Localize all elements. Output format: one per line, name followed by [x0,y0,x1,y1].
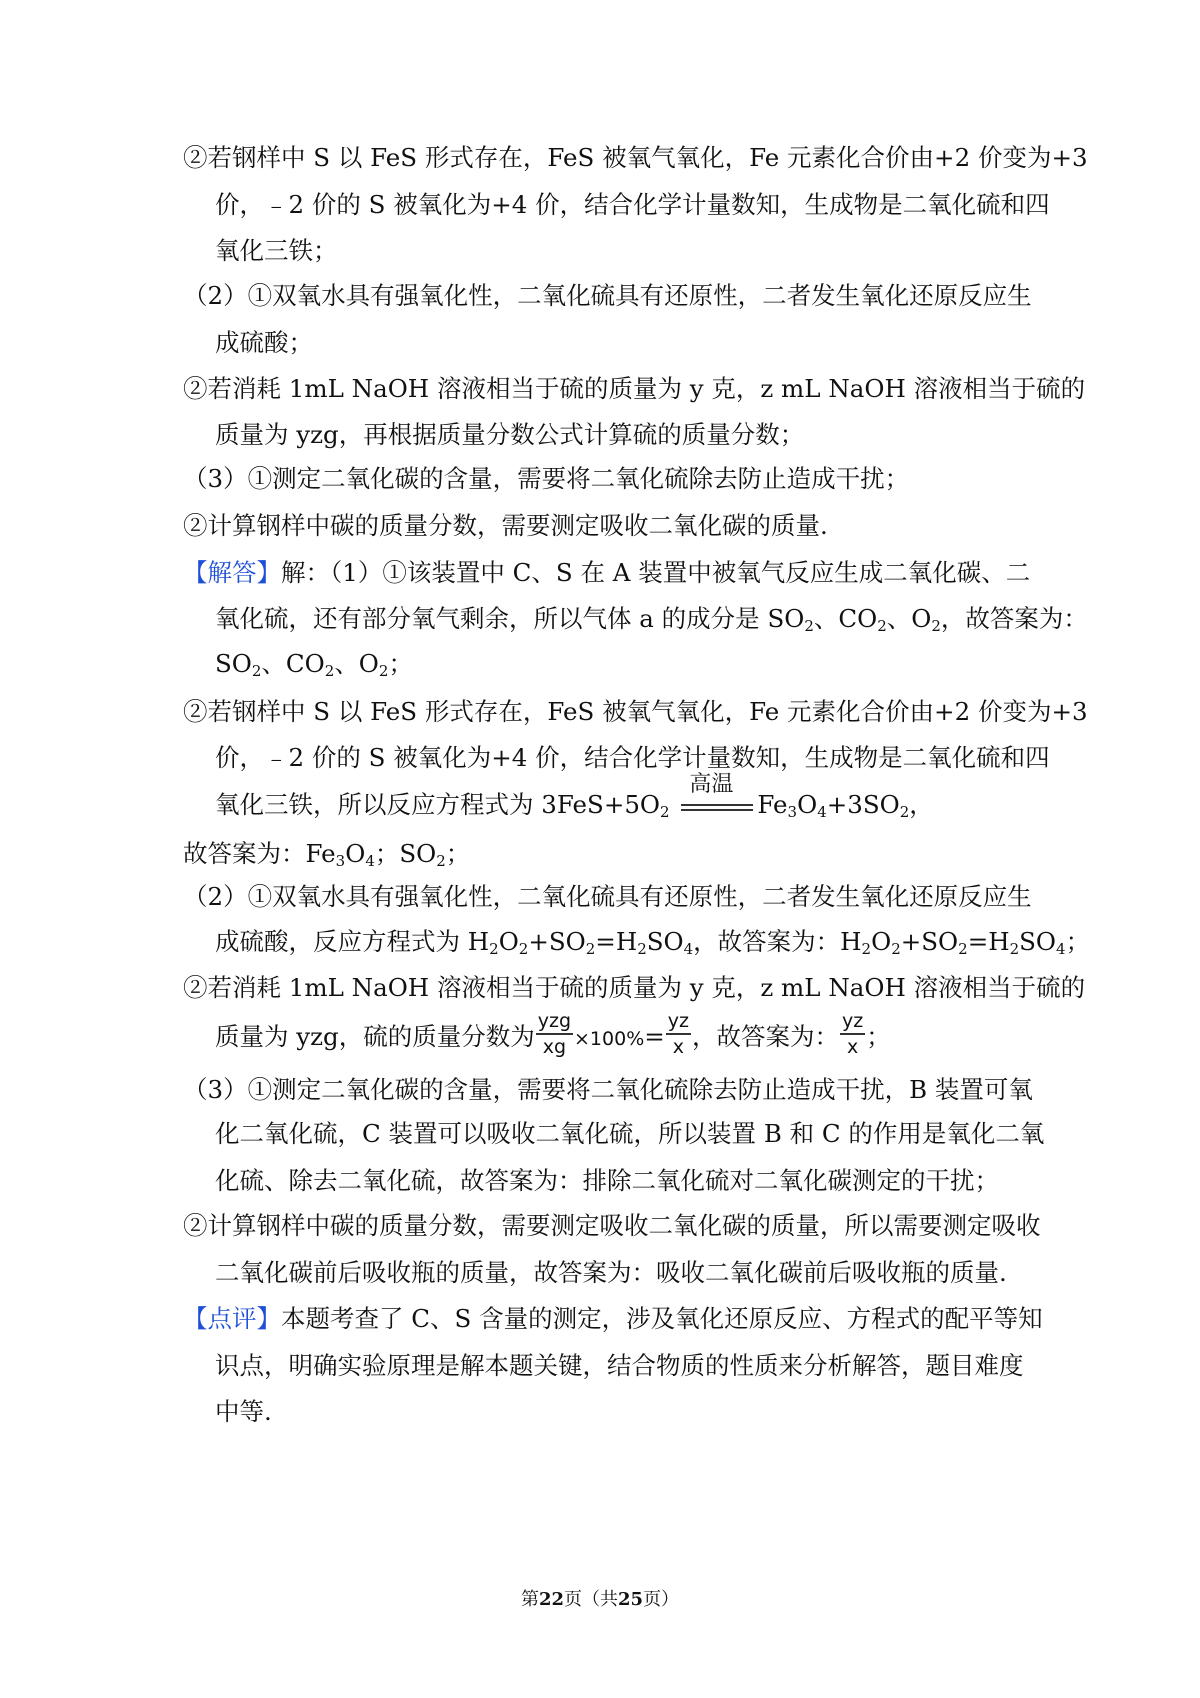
answer-line: ②计算钢样中碳的质量分数，需要测定吸收二氧化碳的质量，所以需要测定吸收 [183,1211,1041,1240]
answer-line: 化二氧化硫，C 装置可以吸收二氧化硫，所以装置 B 和 C 的作用是氧化二氧 [215,1119,1045,1148]
answer-line: （2）①双氧水具有强氧化性，二氧化硫具有还原性，二者发生氧化还原反应生 [183,882,1032,911]
answer-label: 【解答】 [183,558,281,587]
analysis-line: ②计算钢样中碳的质量分数，需要测定吸收二氧化碳的质量. [183,511,828,540]
fraction: $\frac{yz}{x}$ [667,1009,690,1058]
answer-line: ②若消耗 1mL NaOH 溶液相当于硫的质量为 y 克，z mL NaOH 溶液相当于硫的 [183,973,1086,1002]
analysis-line: 价，﹣2 价的 S 被氧化为+4 价，结合化学计量数知，生成物是二氧化硫和四 [215,190,1050,219]
answer-line-equation: 氧化三铁，所以反应方程式为 $3FeS+5O_2$ 高温 $Fe_3O_4+3SO_2$， [215,771,934,821]
answer-line: （3）①测定二氧化碳的含量，需要将二氧化硫除去防止造成干扰，B 装置可氧 [183,1075,1033,1104]
answer-line: 化硫、除去二氧化硫，故答案为：排除二氧化硫对二氧化碳测定的干扰； [215,1166,999,1195]
analysis-line: （2）①双氧水具有强氧化性，二氧化硫具有还原性，二者发生氧化还原反应生 [183,281,1032,310]
answer-line: $SO_2$、$CO_2$、$O_2$； [215,649,413,680]
answer-line: ②若钢样中 S 以 FeS 形式存在，FeS 被氧气氧化，Fe 元素化合价由+2 价变为+3 [183,697,1088,726]
page-footer: 第22页（共25页） [520,1589,680,1610]
equation-double-line [681,809,753,811]
comment-label: 【点评】 [183,1304,281,1333]
answer-line: 【解答】解：（1）①该装置中 C、S 在 A 装置中被氧气反应生成二氧化碳、二 [183,558,1031,587]
total-pages: 25 [618,1589,644,1610]
answer-line: 价，﹣2 价的 S 被氧化为+4 价，结合化学计量数知，生成物是二氧化硫和四 [215,743,1050,772]
equation-double-line [681,804,753,806]
condition-label: 高温 [689,771,734,797]
fraction: $\frac{\text{yzg}}{xg}$ [537,1009,572,1058]
answer-line: 故答案为：$Fe_3O_4$；$SO_2$； [183,839,471,870]
answer-line: 氧化硫，还有部分氧气剩余，所以气体 a 的成分是 $SO_2$、$CO_2$、$O_2$，故答案为： [215,604,1088,635]
high-temperature-condition [679,771,755,822]
fraction: $\frac{yz}{x}$ [842,1009,864,1058]
comment-line: 中等. [215,1397,272,1426]
comment-line: 【点评】本题考查了 C、S 含量的测定，涉及氧化还原反应、方程式的配平等知 [183,1304,1043,1333]
answer-line: 成硫酸，反应方程式为 $H_2O_2+SO_2=H_2SO_4$，故答案为：$H_2O_2+SO_2=H_2SO_4$； [215,927,1091,958]
analysis-line: 成硫酸； [215,328,313,357]
answer-line-fraction: 质量为 yzg，硫的质量分数为 $\frac{\text{yzg}}{xg}$ ×100%= $\frac{yz}{x}$ ，故答案为： $\frac{yz}{x}$ ； [215,1009,891,1058]
analysis-line: （3）①测定二氧化碳的含量，需要将二氧化硫除去防止造成干扰； [183,464,910,493]
analysis-line: 质量为 yzg，再根据质量分数公式计算硫的质量分数； [215,420,805,449]
analysis-line: ②若钢样中 S 以 FeS 形式存在，FeS 被氧气氧化，Fe 元素化合价由+2 价变为+3 [183,143,1088,172]
analysis-line: 氧化三铁； [215,236,338,265]
page-number: 22 [538,1589,564,1610]
answer-line: 二氧化碳前后吸收瓶的质量，故答案为：吸收二氧化碳前后吸收瓶的质量. [215,1258,1007,1287]
analysis-line: ②若消耗 1mL NaOH 溶液相当于硫的质量为 y 克，z mL NaOH 溶液相当于硫的 [183,374,1086,403]
comment-line: 识点，明确实验原理是解本题关键，结合物质的性质来分析解答，题目难度 [215,1351,1024,1380]
